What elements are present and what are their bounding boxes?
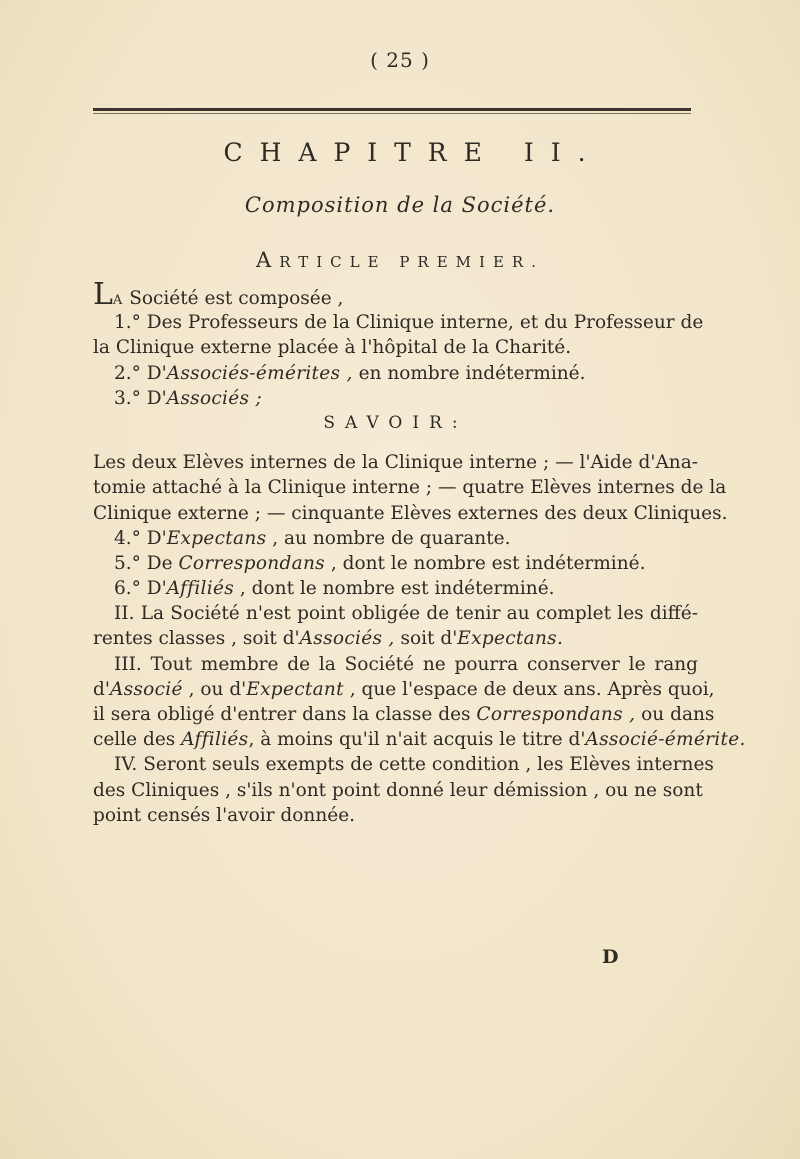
italic-run: Affiliés: [181, 729, 249, 751]
text-run: 4.° D': [114, 527, 167, 549]
text-run: , dont le nombre est indéterminé.: [234, 578, 555, 600]
italic-run: Affiliés: [166, 578, 235, 600]
text-line: la Clinique externe placée à l'hôpital de la Charité.: [93, 337, 572, 359]
text-line: [93, 526, 698, 551]
chapter-subtitle: Composition de la Société.: [244, 193, 556, 217]
text-line: [93, 361, 698, 386]
text-run: 2.° D': [114, 362, 167, 384]
header-rule: [93, 108, 691, 111]
text-line: [93, 576, 698, 601]
drop-cap: L: [93, 277, 113, 312]
text-line: [93, 702, 715, 727]
italic-run: Correspondans: [178, 552, 325, 574]
spacer: [93, 436, 698, 450]
page-number: ( 25 ): [370, 48, 430, 72]
text-run: d': [93, 678, 110, 700]
article-heading: [0, 248, 800, 272]
savoir-heading: SAVOIR:: [323, 412, 468, 433]
text-run: rentes classes , soit d': [93, 628, 300, 650]
text-run: il sera obligé d'entrer dans la classe des: [93, 704, 477, 725]
text-line: IV. Seront seuls exempts de cette condition , les Elèves internes: [114, 754, 714, 776]
text-line: [93, 677, 715, 702]
text-line: III. Tout membre de la Société ne pourra conserver le rang: [114, 653, 698, 675]
text-line: II. La Société n'est point obligée de tenir au complet les diffé-: [114, 603, 698, 625]
text-line: tomie attaché à la Clinique interne ; — quatre Elèves internes de la: [93, 477, 727, 499]
article-heading-initial: A: [256, 248, 280, 272]
text-run: , que l'espace de deux ans. Après quoi,: [343, 678, 715, 700]
italic-run: Associés-émérites ,: [166, 362, 353, 384]
text-run: ou dans: [635, 704, 715, 725]
text-line: [93, 551, 698, 576]
text-line: des Cliniques , s'ils n'ont point donné leur démission , ou ne sont: [93, 779, 703, 801]
intro-smallcap: A: [112, 293, 124, 308]
header-rule-thin: [93, 113, 691, 114]
text-line: [93, 386, 698, 411]
text-line: Clinique externe ; — cinquante Elèves externes des deux Cliniques.: [93, 502, 728, 524]
text-run: celle des: [93, 729, 182, 751]
text-run: , à moins qu'il n'ait acquis le titre d': [248, 729, 586, 751]
text-line: point censés l'avoir donnée.: [93, 804, 356, 826]
italic-run: Expectans.: [457, 628, 564, 650]
intro-text: Société est composée ,: [123, 288, 344, 309]
text-run: 3.° D': [114, 387, 167, 409]
text-line: 1.° Des Professeurs de la Clinique interne, et du Professeur de: [114, 312, 704, 334]
italic-run: Correspondans ,: [476, 704, 636, 725]
text-run: en nombre indéterminé.: [352, 362, 586, 384]
italic-run: Expectant: [246, 678, 344, 700]
italic-run: Associés ;: [166, 387, 263, 409]
chapter-title: CHAPITRE II.: [223, 138, 603, 167]
italic-run: Associé: [109, 678, 183, 700]
text-line: [93, 626, 698, 651]
text-run: 5.° De: [114, 552, 179, 574]
article-heading-rest: RTICLE PREMIER.: [279, 253, 544, 271]
italic-run: Associés ,: [299, 628, 395, 650]
text-line: [93, 727, 746, 752]
body-text: [93, 277, 746, 828]
text-run: 6.° D': [114, 578, 167, 600]
text-line: Les deux Elèves internes de la Clinique interne ; — l'Aide d'Ana-: [93, 452, 698, 474]
italic-run: Expectans: [166, 527, 267, 549]
text-run: , dont le nombre est indéterminé.: [324, 552, 646, 574]
italic-run: Associé-émérite.: [585, 729, 746, 751]
text-run: soit d': [394, 628, 458, 650]
text-run: , ou d': [182, 678, 247, 700]
intro-line: [93, 277, 698, 312]
text-run: , au nombre de quarante.: [266, 527, 511, 549]
signature-mark: D: [602, 946, 619, 968]
